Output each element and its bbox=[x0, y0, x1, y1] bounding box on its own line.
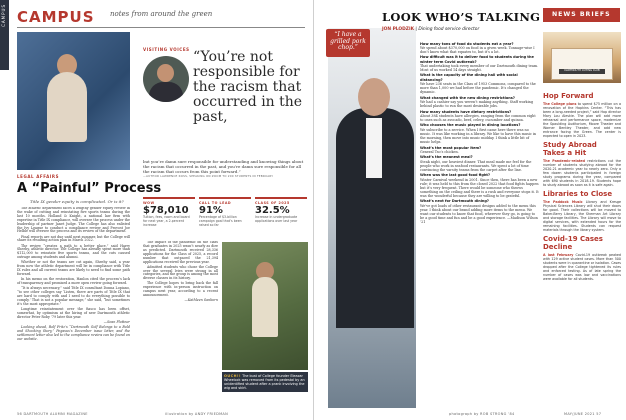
visiting-kicker: VISITING VOICES bbox=[143, 47, 190, 52]
qa-answer: Steak night, our heaviest dinner. That meal made me feel for the people who work in seafood restaurants. We spent a lot of time convincing the varsity teams from the carpet after the line. bbox=[420, 159, 532, 172]
qa-question: When was the last good food fight? bbox=[420, 173, 491, 178]
feature-title: LOOK WHO’S TALKING bbox=[382, 10, 541, 24]
caption-text: The bust of College founder Eleazar Wheelock was removed from its pedestal by an unidentified student after a prank involving the wig and skirt. bbox=[224, 374, 305, 390]
mid-paragraph: The College hopes to bring back the fall experience with in-person instruction on campus next year, according to a recent announcement. bbox=[143, 281, 218, 298]
callout-quote: “I have a grilled pork chop.” bbox=[326, 29, 370, 57]
qa-answer: We’ve got loads of other restaurant designs added to the menu this year. I think about our brand adding more items to the menu. We want our students to know that food, wherever they go, is going to be a good time and fun and be a good experience. —Madison Wilson ’21 bbox=[420, 203, 538, 225]
legal-paragraph: The athletic department faces a lengthy gender equity review in the wake of cutting and reinstating five sports teams during the last 10 months. Holland & Knight, a national law firm with expertise in Title IX compliance, will oversee the process under the leadership of partner Janet Judge. The College has also enlisted the Ivy League to conduct a compliance review and Provost Joe Helble will oversee the process and its review of the department. bbox=[17, 207, 130, 234]
qa-question: How difficult was it to deliver food to students during the winter term Covid outbreak? bbox=[420, 55, 534, 64]
quote-continuation: but you’re damn sure responsible for understanding and knowing things about the racism that occurred in the past, and you’re damn sure responsible for all the racism that occurs from this point forward.” bbox=[143, 159, 304, 174]
section-tab bbox=[0, 0, 9, 70]
stats-row bbox=[143, 197, 308, 237]
stat-desc: Tuition, fees, room and board for next year, a 2-percent increase bbox=[143, 215, 190, 227]
stat-item bbox=[199, 197, 251, 227]
news-tab bbox=[543, 8, 620, 22]
news-headline: Covid-19 Cases Decline bbox=[543, 235, 603, 251]
mid-paragraph: Admitted students who chose the College over the several Ivies were strong in all categories, and the group is among the most diverse classes in its history. bbox=[143, 264, 218, 281]
news-headline: Study Abroad Takes a Hit bbox=[543, 141, 597, 157]
news-paragraph bbox=[543, 102, 621, 138]
qa-question: What changed with the new dining restrictions? bbox=[420, 95, 515, 100]
page-footer-right: MAY/JUNE 2021 57 bbox=[564, 412, 602, 416]
legal-paragraph: Longtime reinstatement over the fiasco has been offset, somewhat, by optimism at the hiring of new Dartmouth athletic director Peter Roby ’79 later this year. bbox=[17, 306, 130, 319]
statue-body bbox=[252, 277, 278, 337]
qa-answer: We subscribe to a service. When I first came here there was no music. It was like working in a library. We like to have this music in the morning, then move into music midday. I think a little bit of music helps. bbox=[420, 127, 537, 144]
stat-item bbox=[255, 197, 307, 224]
qa-question: Who chooses the music played in dining locations? bbox=[420, 123, 521, 128]
legal-paragraph: In his memo on the restoration, Hanlon cited the process’s lack of transparency and promised a more open review going forward. bbox=[17, 277, 130, 286]
mid-column bbox=[143, 241, 218, 406]
qa-answer: We had a cashier say you weren’t making anything. Staff working behind plastic to run the most desirable jobs. bbox=[420, 99, 534, 108]
qa-question: How many students have dietary restrictions? bbox=[420, 109, 512, 114]
legal-body bbox=[17, 207, 130, 372]
news-text: Library and Kresge Physical Sciences Library will shut their doors for good. Their collections will be moved to Baker-Berry Library, the Sherman Art Library and storage facilities. The Library will move to digital services, with extended hours for the remaining facilities. Students can request materials through the library system. bbox=[543, 200, 621, 232]
quote-attribution: —AUTHOR LAWRENCE ROSS, SPEAKING ON ZOOM TO 200 STUDENTS IN FEBRUARY bbox=[143, 174, 274, 178]
qa-answer: We spend about $370,000 on food in a given week. Tonnage-wise I don’t know what that equates to, but it’s a lot. bbox=[420, 45, 535, 54]
qa-column bbox=[420, 40, 540, 408]
qa-question: What’s the meanest meal? bbox=[420, 155, 473, 160]
qa-question: What’s next for Dartmouth dining? bbox=[420, 199, 489, 204]
photo-caption bbox=[222, 372, 308, 392]
qa-answer: General Tso’s chicken. bbox=[420, 149, 459, 154]
legal-title: A “Painful” Process bbox=[17, 181, 162, 196]
qa-answer: About 384 students have allergies, ranging from the common eight to ones such as avocado, beef, celery, cucumber and quinoa. bbox=[420, 113, 536, 122]
news-photo bbox=[543, 32, 621, 83]
photo-figure bbox=[47, 72, 87, 142]
news-lead: The Pandemic-related bbox=[543, 159, 586, 163]
stat-desc: Percentage of $3-billion campaign goal that’s been raised so far bbox=[199, 215, 242, 227]
news-text: to spend $75 million on a renovation of the Hopkins Center. “This has been a long-needed project,” said Hop director Mary Lou Aleskie. The plan will add more rehearsal and performance space, modernize the Spaulding Auditorium, Moore Theater and Warner Bentley Theater, and add new entrance facing the Green. The center is expected to open in 2023. bbox=[543, 102, 621, 138]
legal-byline: —Sean Plottner bbox=[103, 319, 130, 324]
interviewee-role: Dining food service director bbox=[418, 27, 480, 32]
stat-kicker: CLASS OF 2025 bbox=[255, 201, 290, 205]
news-paragraph bbox=[543, 253, 621, 281]
legal-paragraph: Whether or not the teams are cut again, Sheehy said, a year from now the athletic department will be in compliance with Title IX rules and all current teams are likely to need to find some path forward. bbox=[17, 260, 130, 277]
mid-paragraph: The impact of the pandemic on the class that graduates in 2025 wasn’t nearly as dire as predicted. Dartmouth received 28,336 applications for the Class of 2025, a record number that outpaced the 21,394 applications received the previous year. bbox=[143, 241, 218, 264]
stat-value: 91% bbox=[199, 205, 223, 216]
legal-kicker: LEGAL AFFAIRS bbox=[17, 174, 60, 179]
qa-question: What’s the most popular item? bbox=[420, 145, 482, 150]
photo-credit: photograph by ROB STRONG ’84 bbox=[449, 412, 515, 416]
speaker-portrait bbox=[143, 56, 189, 102]
mid-byline: —Kathleen Sanborn bbox=[184, 298, 218, 303]
qa-question: What is the capacity of the dining hall with social distancing? bbox=[420, 73, 518, 82]
pull-quote: “You’re not responsible for the racism that occurred in the past, bbox=[193, 49, 303, 125]
news-tab-label: NEWS BRIEFS bbox=[552, 11, 611, 18]
stat-desc: Increase in undergraduate applications over last year bbox=[255, 215, 298, 223]
stat-kicker: CALL TO LEAD bbox=[199, 201, 232, 205]
news-lead: The Paddock Music bbox=[543, 200, 583, 204]
legal-paragraph: “It is always necessary,” said Title IX consultant Donna Lopiano, “to see other colleges say ‘Listen, there are parts of Title IX that are hard to comply with and I need to do everything possible to comply.’ That is not a popular message,” she said, “but sometimes it’s the most appropriate.” bbox=[17, 286, 130, 306]
right-page bbox=[313, 0, 626, 420]
photo-shirt bbox=[366, 118, 382, 178]
news-lead: The College plans bbox=[543, 102, 577, 106]
news-paragraph bbox=[543, 200, 621, 232]
news-column bbox=[543, 89, 621, 409]
qa-answer: That undertaking took every member of our Dartmouth dining team. Most of us worked 14 days straight. bbox=[420, 63, 539, 72]
news-text: Covid-19 outbreak peaked with 129 active student cases. More than 500 students were in quarantine or isolation. Cases dropped after the College tightened its rules and enforced testing. As of late spring the number of cases was low and vaccinations were available for all students. bbox=[543, 253, 621, 281]
stat-kicker: WOW bbox=[143, 201, 155, 205]
divider bbox=[17, 27, 305, 28]
interviewee-name: JON PLODZIK bbox=[382, 27, 415, 32]
section-tab-label: CAMPUS bbox=[1, 4, 6, 27]
legal-tail: Looking ahead, Rolf Fritz’s “Dartmouth Golf Belongs to a Bold and Shocking Story,” Pegasus’s December issue letter, and the settlement letter also led to the compliance review can be found on our website. bbox=[17, 324, 130, 341]
news-text: restrictions cut the number of students studying abroad for the 2020-21 academic year to nearly zero. Only a few dozen students participated in foreign study programs during the year, compared with 690 students in 2018-19. Students hope to study abroad as soon as it is safe again. bbox=[543, 159, 621, 187]
qa-question: How many tons of food do students eat a year? bbox=[420, 41, 514, 46]
news-headline: Libraries to Close bbox=[543, 190, 613, 198]
stat-item bbox=[143, 197, 195, 227]
news-lead: A last February bbox=[543, 253, 574, 257]
news-paragraph bbox=[543, 159, 621, 187]
qa-answer: We have 236 seats in the Class of 1953 Commons, compared to the more than 1,000 we had before the pandemic. It’s changed the dynamic. bbox=[420, 81, 536, 95]
caption-kicker: OUCH!! bbox=[224, 374, 242, 378]
photo-sign: DARTMOUTH OUTING CLUB bbox=[559, 69, 605, 74]
photo-face bbox=[358, 78, 390, 116]
section-title: CAMPUS bbox=[17, 8, 95, 26]
legal-paragraph: The review “creates a path to a better place,” said Harry Sheehy, athletic director. The College has already spent more than $112,000 to reinstate five sports teams, and the cuts caused outrage among students and alumni. bbox=[17, 243, 130, 260]
news-headline: Hop Forward bbox=[543, 92, 594, 100]
legal-paragraph: Final reports are not due until next summer, but the College will share its resulting action plan in March 2022. bbox=[17, 234, 130, 243]
portrait-head bbox=[157, 64, 174, 82]
feature-kicker: JON PLODZIK | Dining food service director bbox=[382, 27, 480, 32]
section-subtitle: notes from around the green bbox=[110, 10, 213, 18]
qa-answer: Winter Carnival weekend in 2001. Since then, there has been a new rule; it was held to this from the closed 2022 that food fights happen but it’s very frequent. There would be someone who throws something on the ceiling and there is a rush and everyone stops it. It was the wonderful because they are willing to be grateful. bbox=[420, 177, 539, 198]
stat-value: $78,010 bbox=[143, 205, 189, 216]
profile-photo bbox=[328, 28, 416, 408]
statue-photo bbox=[222, 242, 308, 370]
legal-photo bbox=[17, 32, 130, 170]
portrait-body bbox=[149, 82, 183, 102]
photo-building bbox=[551, 48, 613, 80]
illustration-credit: illustration by ANDY FRIEDMAN bbox=[165, 412, 229, 416]
legal-subtitle: Title IX gender equity is complicated. Or is it? bbox=[30, 199, 124, 204]
stat-value: 32.5% bbox=[255, 205, 290, 216]
page-footer-left: 56 DARTMOUTH ALUMNI MAGAZINE bbox=[17, 412, 88, 416]
